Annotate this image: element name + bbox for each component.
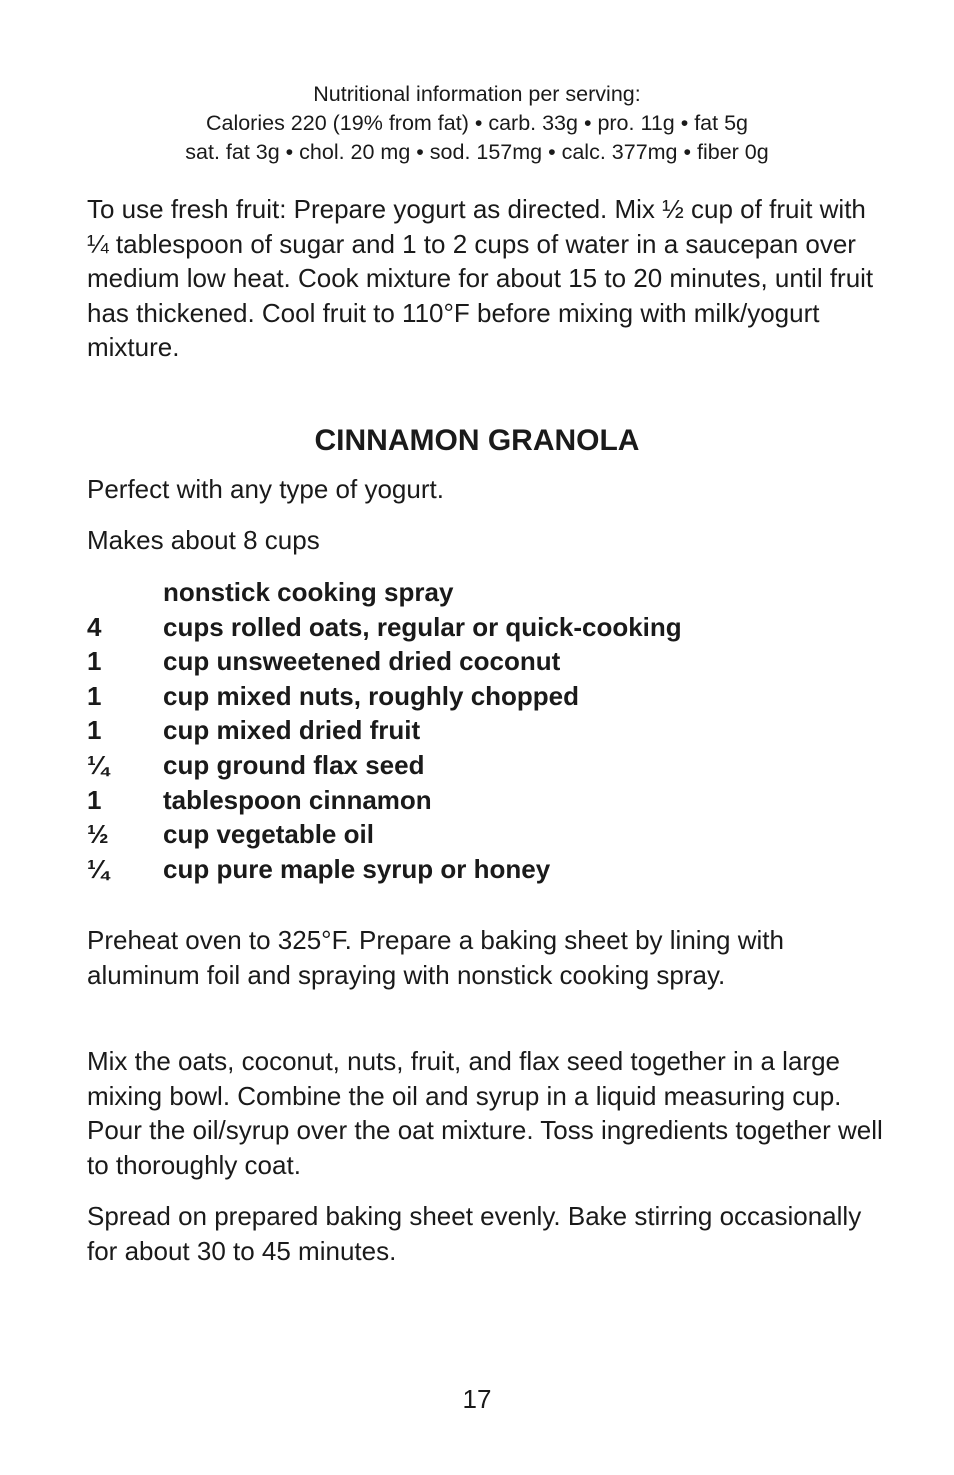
ingredient-row [87,817,887,852]
ingredient-row [87,575,887,610]
page-number: 17 [462,1384,492,1414]
ingredient-quantity: 1 [87,715,102,746]
ingredient-quantity [87,575,163,610]
ingredient-quantity: 1 [87,646,102,677]
ingredient-row [87,852,887,887]
ingredient-text: cup vegetable oil [163,819,374,850]
ingredient-quantity: 4 [87,611,102,642]
nutrition-line-2: sat. fat 3g • chol. 20 mg • sod. 157mg • calc. 377mg • fiber 0g [185,140,769,164]
ingredient-row [87,644,887,679]
ingredient-text: cup mixed nuts, roughly chopped [163,680,580,711]
instruction-step-3: Spread on prepared baking sheet evenly. Bake stirring occasionally for about 30 to 45 minutes. [87,1201,862,1266]
ingredient-row [87,783,887,818]
nutrition-heading: Nutritional information per serving: [313,82,641,106]
nutrition-info [0,80,954,167]
recipe-yield: Makes about 8 cups [87,525,320,555]
ingredient-row [87,748,887,783]
ingredient-row [87,679,887,714]
ingredient-quantity: 1 [87,784,102,815]
recipe-title: CINNAMON GRANOLA [314,424,640,457]
instruction-step-2: Mix the oats, coconut, nuts, fruit, and flax seed together in a large mixing bowl. Combine the oil and syrup in a liquid measuring cup. Pour the oil/syrup over the oat mixture. Toss ingredients together well to thoroughly coat. [87,1046,883,1180]
ingredient-text: nonstick cooking spray [163,577,454,607]
nutrition-line-1: Calories 220 (19% from fat) • carb. 33g • pro. 11g • fat 5g [205,111,749,135]
ingredient-quantity: ¼ [87,749,109,780]
ingredient-text: cup mixed dried fruit [163,715,421,746]
ingredient-row [87,610,887,645]
ingredient-text: cup ground flax seed [163,749,425,780]
ingredient-quantity: ½ [87,819,109,850]
ingredient-text: cup unsweetened dried coconut [163,646,561,677]
ingredient-row [87,713,887,748]
recipe-intro: Perfect with any type of yogurt. [87,474,444,504]
ingredient-quantity: 1 [87,680,102,711]
ingredient-list [87,575,887,886]
ingredient-text: cup pure maple syrup or honey [163,853,551,884]
ingredient-text: tablespoon cinnamon [163,784,432,815]
ingredient-quantity: ¼ [87,853,109,884]
instruction-step-1: Preheat oven to 325°F. Prepare a baking sheet by lining with aluminum foil and spraying with nonstick cooking spray. [87,925,784,990]
fresh-fruit-note: To use fresh fruit: Prepare yogurt as directed. Mix ½ cup of fruit with ¼ tablespoon of sugar and 1 to 2 cups of water in a saucepan over medium low heat. Cook mixture for about 15 to 20 minutes, until fruit has thickened. Cool fruit to 110°F before mixing with milk/yogurt mixture. [87,194,874,363]
ingredient-text: cups rolled oats, regular or quick-cooking [163,611,682,642]
